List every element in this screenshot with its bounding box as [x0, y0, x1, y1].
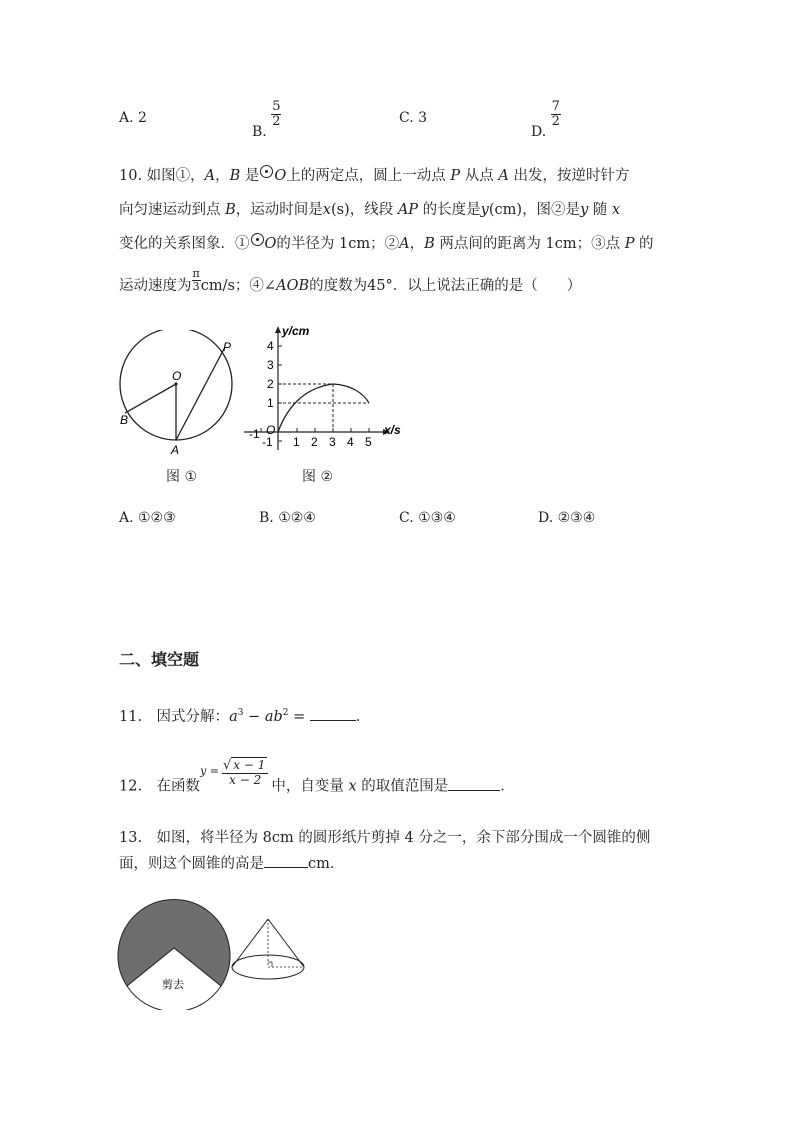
- circle-dot-icon: [260, 165, 273, 178]
- q11-line: 11. 因式分解：$a^3 - ab^2$ = ．: [119, 708, 371, 725]
- x-tick-3: 3: [329, 435, 336, 449]
- cone-right-edge: [268, 919, 304, 967]
- fraction-numerator: 5: [272, 99, 281, 114]
- y-tick-1: 1: [267, 396, 274, 410]
- x-tick-1: 1: [293, 435, 300, 449]
- figure-2-graph: [240, 318, 410, 458]
- y-tick-2: 2: [267, 377, 274, 391]
- q10-line-4: 运动速度为 $\frac{\pi}{3}$ cm/s；④∠AOB的度数为45°．以上说法正确的是（ ）: [119, 267, 582, 295]
- answer-blank[interactable]: [310, 708, 356, 721]
- y-tick-4: 4: [267, 339, 274, 353]
- q10-option-d: D. ②③④: [538, 510, 596, 526]
- answer-blank[interactable]: [264, 855, 308, 868]
- right-angle-mark: [268, 962, 272, 967]
- q9-option-d: [531, 100, 561, 140]
- fraction-denominator: 2: [272, 113, 281, 129]
- y-axis-label: y/cm: [282, 324, 310, 338]
- x-tick-5: 5: [365, 435, 372, 449]
- fraction-numerator: 7: [551, 99, 560, 114]
- segment-ap: [176, 347, 225, 440]
- q13-cut-circle-figure: [114, 890, 234, 1010]
- q10-option-a: A. ①②③: [119, 510, 176, 526]
- figure-1-circle-diagram: [112, 330, 242, 460]
- q10-line-3: 变化的关系图象．① O的半径为 1cm；②A，B 两点间的距离为 1cm；③点 P 的: [119, 232, 654, 253]
- label-o: O: [172, 369, 182, 383]
- q9-option-b: [252, 100, 281, 140]
- label-b: B: [120, 413, 129, 427]
- segment-ob: [125, 384, 176, 413]
- x-tick-2: 2: [311, 435, 318, 449]
- q12-line: 12. 在函数y = $\frac{√ x - 1}{x - 2}$ 中，自变量 x 的取值范围是 ．: [119, 758, 515, 795]
- label-p: P: [223, 340, 232, 354]
- q10-option-c: C. ①③④: [399, 510, 456, 526]
- cone-left-edge: [232, 919, 268, 967]
- q10-line-1: 10. 如图①，A，B 是 O上的两定点，圆上一动点 P 从点 A 出发，按逆时针方: [119, 164, 630, 185]
- q13-line-2: 面，则这个圆锥的高是 cm．: [119, 856, 345, 872]
- q9-option-b-prefix: B.: [252, 124, 267, 141]
- q9-option-c: C. 3: [399, 110, 428, 126]
- x-axis-label: x/s: [384, 423, 401, 437]
- circle-dot-icon: [251, 233, 264, 246]
- q10-line-2: 向匀速运动到点 B，运动时间是x(s)，线段 AP 的长度是y(cm)，图②是y 随 x: [119, 202, 621, 218]
- q9-option-b-fraction: [271, 100, 281, 128]
- cut-label: 剪去: [162, 979, 184, 991]
- origin-label: O: [266, 423, 276, 437]
- fraction-denominator: 2: [551, 113, 560, 129]
- figure-1-caption: 图 ①: [166, 469, 198, 485]
- pi-over-3-fraction: $\frac{\pi}{3}$: [192, 267, 200, 293]
- answer-blank[interactable]: [448, 778, 500, 791]
- q9-option-a: A. 2: [119, 110, 147, 126]
- y-tick-3: 3: [267, 358, 274, 372]
- q9-option-d-fraction: [551, 100, 561, 128]
- q9-option-d-prefix: D.: [531, 124, 547, 141]
- label-a: A: [171, 443, 180, 457]
- y-tick-neg1: -1: [262, 435, 273, 449]
- section-heading: 二、填空题: [119, 650, 200, 669]
- q13-line-1: 13. 如图，将半径为 8cm 的圆形纸片剪掉 4 分之一，余下部分围成一个圆锥的侧: [119, 830, 651, 846]
- q10-option-b: B. ①②④: [259, 510, 316, 526]
- x-tick-neg1: -1: [249, 427, 260, 441]
- figure-2-caption: 图 ②: [302, 469, 334, 485]
- x-tick-4: 4: [347, 435, 354, 449]
- y-axis-arrow-icon: [275, 326, 281, 333]
- q12-fraction: $\frac{√ x - 1}{x - 2}$: [222, 759, 268, 786]
- q13-cone-figure: [228, 915, 318, 990]
- graph-curve: [278, 384, 369, 432]
